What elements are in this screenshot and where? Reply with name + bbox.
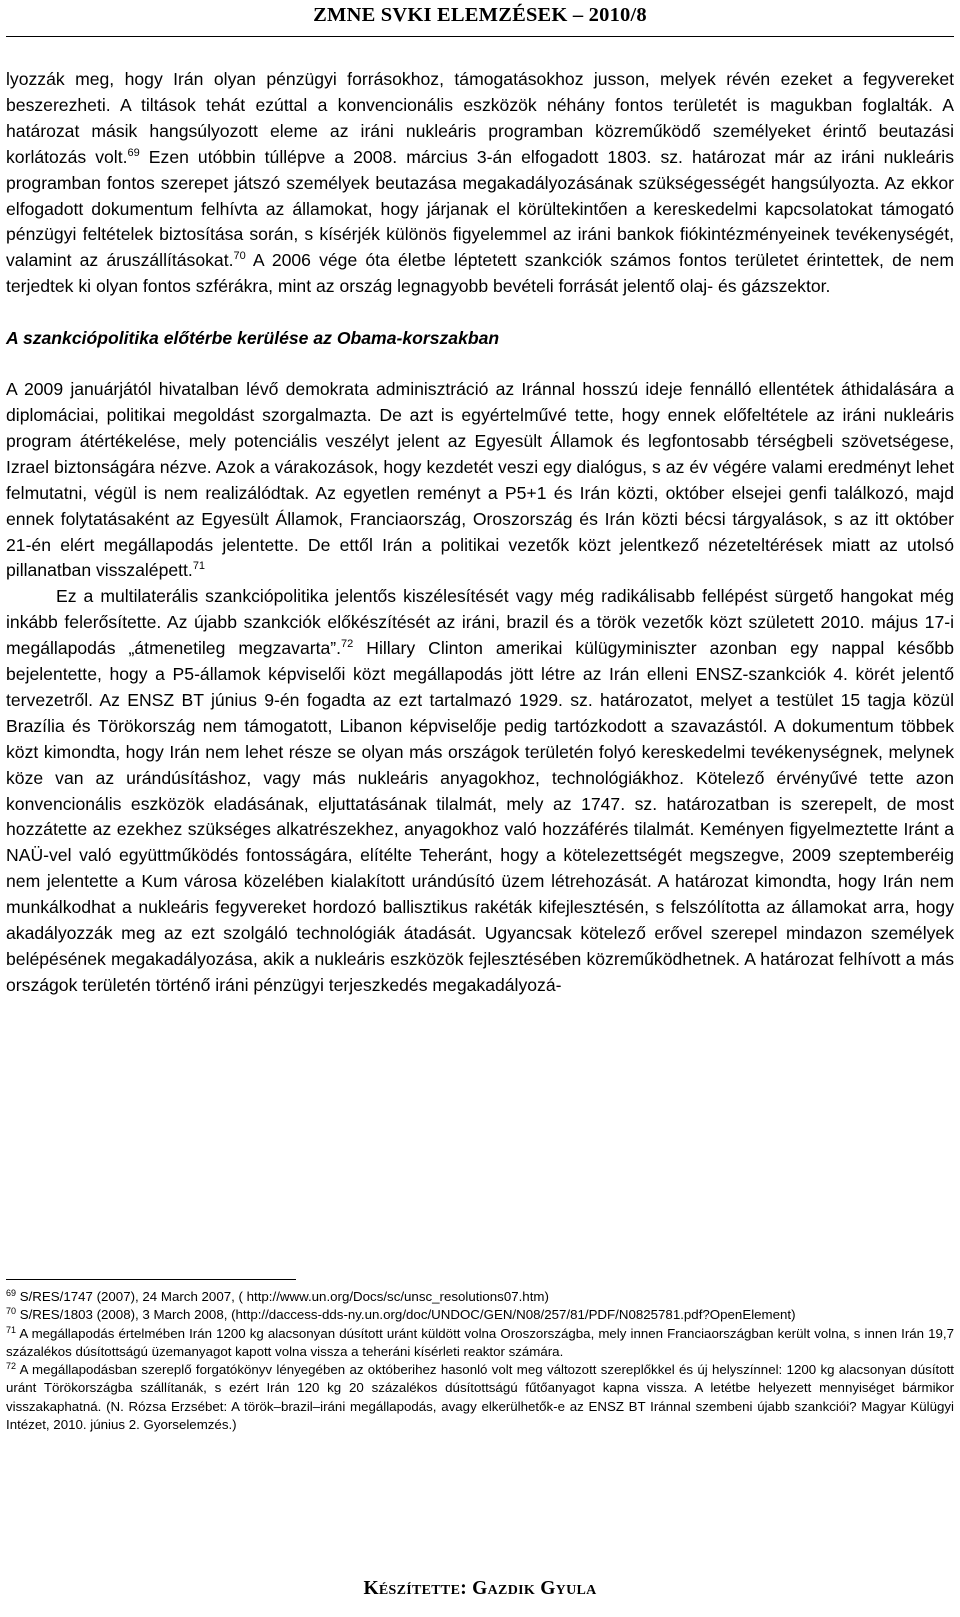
page-header: ZMNE SVKI ELEMZÉSEK – 2010/8 — [313, 4, 647, 26]
paragraph-text: A 2006 vége óta életbe léptetett szankciók számos fontos területet érintettek, de nem terjedtek ki olyan fontos szférákra, mint az ország legnagyobb bevételi forrását jelentő olaj- és gázszektor. — [6, 250, 954, 297]
paragraph-text: Ez a multilaterális szankciópolitika jelentős kiszélesítését vagy még radikálisabb fellépést sürgető hangokat még inkább felerősítette. Az újabb szankciók előkészítését az iráni, brazil és a török vezetők közt született 2010. május 17-i megállapodás „átmenetileg megzavarta”. — [6, 586, 954, 659]
section-heading: A szankciópolitika előtérbe kerülése az Obama-korszakban — [6, 328, 500, 349]
footnote-71 — [6, 1325, 954, 1362]
footnote-text: S/RES/1747 (2007), 24 March 2007, ( http://www.un.org/Docs/sc/unsc_resolutions07.htm) — [19, 1289, 549, 1304]
footnote-70 — [6, 1306, 954, 1324]
footnote-ref-69[interactable]: 69 — [127, 146, 140, 159]
footnote-text: A megállapodásban szereplő forgatókönyv lényegében az októberihez hasonló volt meg változott szereplőkkel és új helyszínnel: 1200 kg alacsonyan dúsított uránt Törökországba szállítanák, s ezért Irán 120 kg 20 százalékos dúsítottságú fűtőanyagot kapna vissza. A letétbe helyezett mennyiséget bármikor visszakaphatná. (N. Rózsa Erzsébet: A török–brazil–iráni megállapodás, avagy elkerülhetők-e az ENSZ BT Iránnal szembeni újabb szankciói? Magyar Külügyi Intézet, 2010. június 2. Gyorselemzés.) — [6, 1362, 955, 1433]
footnote-number: 70 — [6, 1306, 17, 1317]
paragraph-text: Ezen utóbbin túllépve a 2008. március 3-án elfogadott 1803. sz. határozat már az iráni nukleáris programban fontos szerepet játszó személyek beutazása megakadályozásának szükségességét hangsúlyozta. Az ekkor elfogadott dokumentum felhívta az államokat, hogy járjanak el körültekintően a kereskedelmi kapcsolatokat támogató pénzügyi feltételek biztosítása során, s kísérjék különös figyelemmel az iráni bankok fiókintézményeinek tevékenységét, valamint az áruszállításokat. — [6, 146, 954, 271]
footnote-72 — [6, 1361, 954, 1434]
footnote-69 — [6, 1288, 954, 1306]
page-footer: Készítette: Gazdik Gyula — [363, 1578, 597, 1599]
footnote-ref-70[interactable]: 70 — [233, 250, 246, 263]
paragraph-text: A 2009 januárjától hivatalban lévő demokrata adminisztráció az Iránnal hosszú ideje fennálló ellentétek áthidalására a diplomáciai, politikai megoldást szorgalmazta. De azt is egyértelművé tette, hogy ennek előfeltétele az iráni nukleáris program átértékelése, mely potenciális veszélyt jelent az Egyesült Államok és legfontosabb térségbeli szövetségese, Izrael biztonságára nézve. Azok a várakozások, hogy kezdetét veszi egy dialógus, s az év végére valami eredményt lehet felmutatni, végül is nem realizálódtak. Az egyetlen reményt a P5+1 és Irán közti, október elsejei genfi találkozó, majd ennek folytatásaként az Egyesült Államok, Franciaország, Oroszország és Irán közti bécsi tárgyalások, s az itt október 21-én elért megállapodás jelentette. De ettől Irán a politikai vezetők közt jelentkező nézeteltérések miatt az utolsó pillanatban visszalépett. — [6, 379, 954, 581]
main-text — [6, 67, 954, 999]
header-divider — [6, 36, 954, 37]
footnote-separator — [6, 1279, 296, 1280]
footnote-number: 69 — [6, 1288, 17, 1298]
footnote-text: S/RES/1803 (2008), 3 March 2008, (http://daccess-dds-ny.un.org/doc/UNDOC/GEN/N08/257/81/PDF/N0825781.pdf?OpenElement) — [19, 1307, 796, 1323]
paragraph-3 — [6, 584, 954, 999]
footnotes — [6, 1288, 954, 1434]
footnote-number: 71 — [6, 1324, 17, 1335]
footnote-ref-71[interactable]: 71 — [192, 560, 206, 573]
paragraph-1 — [6, 67, 954, 300]
paragraph-text: Hillary Clinton amerikai külügyminiszter azonban egy nappal később bejelentette, hogy a P5-államok képviselői közt megállapodás jött létre az Irán elleni ENSZ-szankciók 4. körét jelentő tervezetről. Az ENSZ BT június 9-én fogadta az ezt tartalmazó 1929. sz. határozatot, melyet a testület 15 tagja közül Brazília és Törökország nem támogatott, Libanon képviselője pedig tartózkodott a szavazástól. A dokumentum többek közt kimondta, hogy Irán nem lehet része se olyan más országok területén folyó kereskedelmi tevékenységnek, melynek köze van az urándúsításhoz, vagy más nukleáris anyagokhoz, technológiákhoz. Kötelező érvényűvé tette azon konvencionális eszközök eladásának, eljuttatásának tilalmát, mely az 1747. sz. határozatban is szerepelt, de most hozzátette az ezekhez szükséges alkatrészekhez, anyagokhoz való hozzáférés tilalmát. Keményen figyelmeztette Iránt a NAÜ-vel való együttműködés fontosságára, elítélte Teheránt, hogy a kötelezettségét megszegve, 2009 szeptemberéig nem jelentette a Kum városa közelében kialakított urándúsító üzem létrehozását. A határozat kimondta, hogy Irán nem munkálkodhat a nukleáris fegyvereket hordozó ballisztikus rakéták kifejlesztésén, s felszólította az államokat arra, hogy akadályozzák meg az ezt szolgáló technológiák átadását. Ugyancsak kötelező erővel szerepel mindazon személyek belépésének megakadályozása, akik a nukleáris eszközök fejlesztésében közreműködhetnek. A határozat felhívott a más országok területén történő iráni pénzügyi terjeszkedés megakadályozá- — [6, 638, 954, 995]
footnote-text: A megállapodás értelmében Irán 1200 kg alacsonyan dúsított uránt küldött volna Oroszországba, mely innen Franciaországban került volna, s innen Irán 19,7 százalékos dúsítottságú üzemanyagot kapott volna vissza a teheráni kísérleti reaktor számára. — [6, 1325, 954, 1359]
paragraph-text: lyozzák meg, hogy Irán olyan pénzügyi forrásokhoz, támogatásokhoz jusson, melyek révén ezeket a fegyvereket beszerezheti. A tiltások tehát ezúttal a konvencionális eszközök néhány fontos területét is magukban foglalták. A határozat másik hangsúlyozott eleme az iráni nukleáris programban közreműködő személyeket érintő beutazási korlátozás volt. — [6, 69, 954, 167]
footnote-ref-72[interactable]: 72 — [341, 638, 354, 651]
paragraph-2 — [6, 377, 954, 584]
footnote-number: 72 — [6, 1361, 17, 1372]
